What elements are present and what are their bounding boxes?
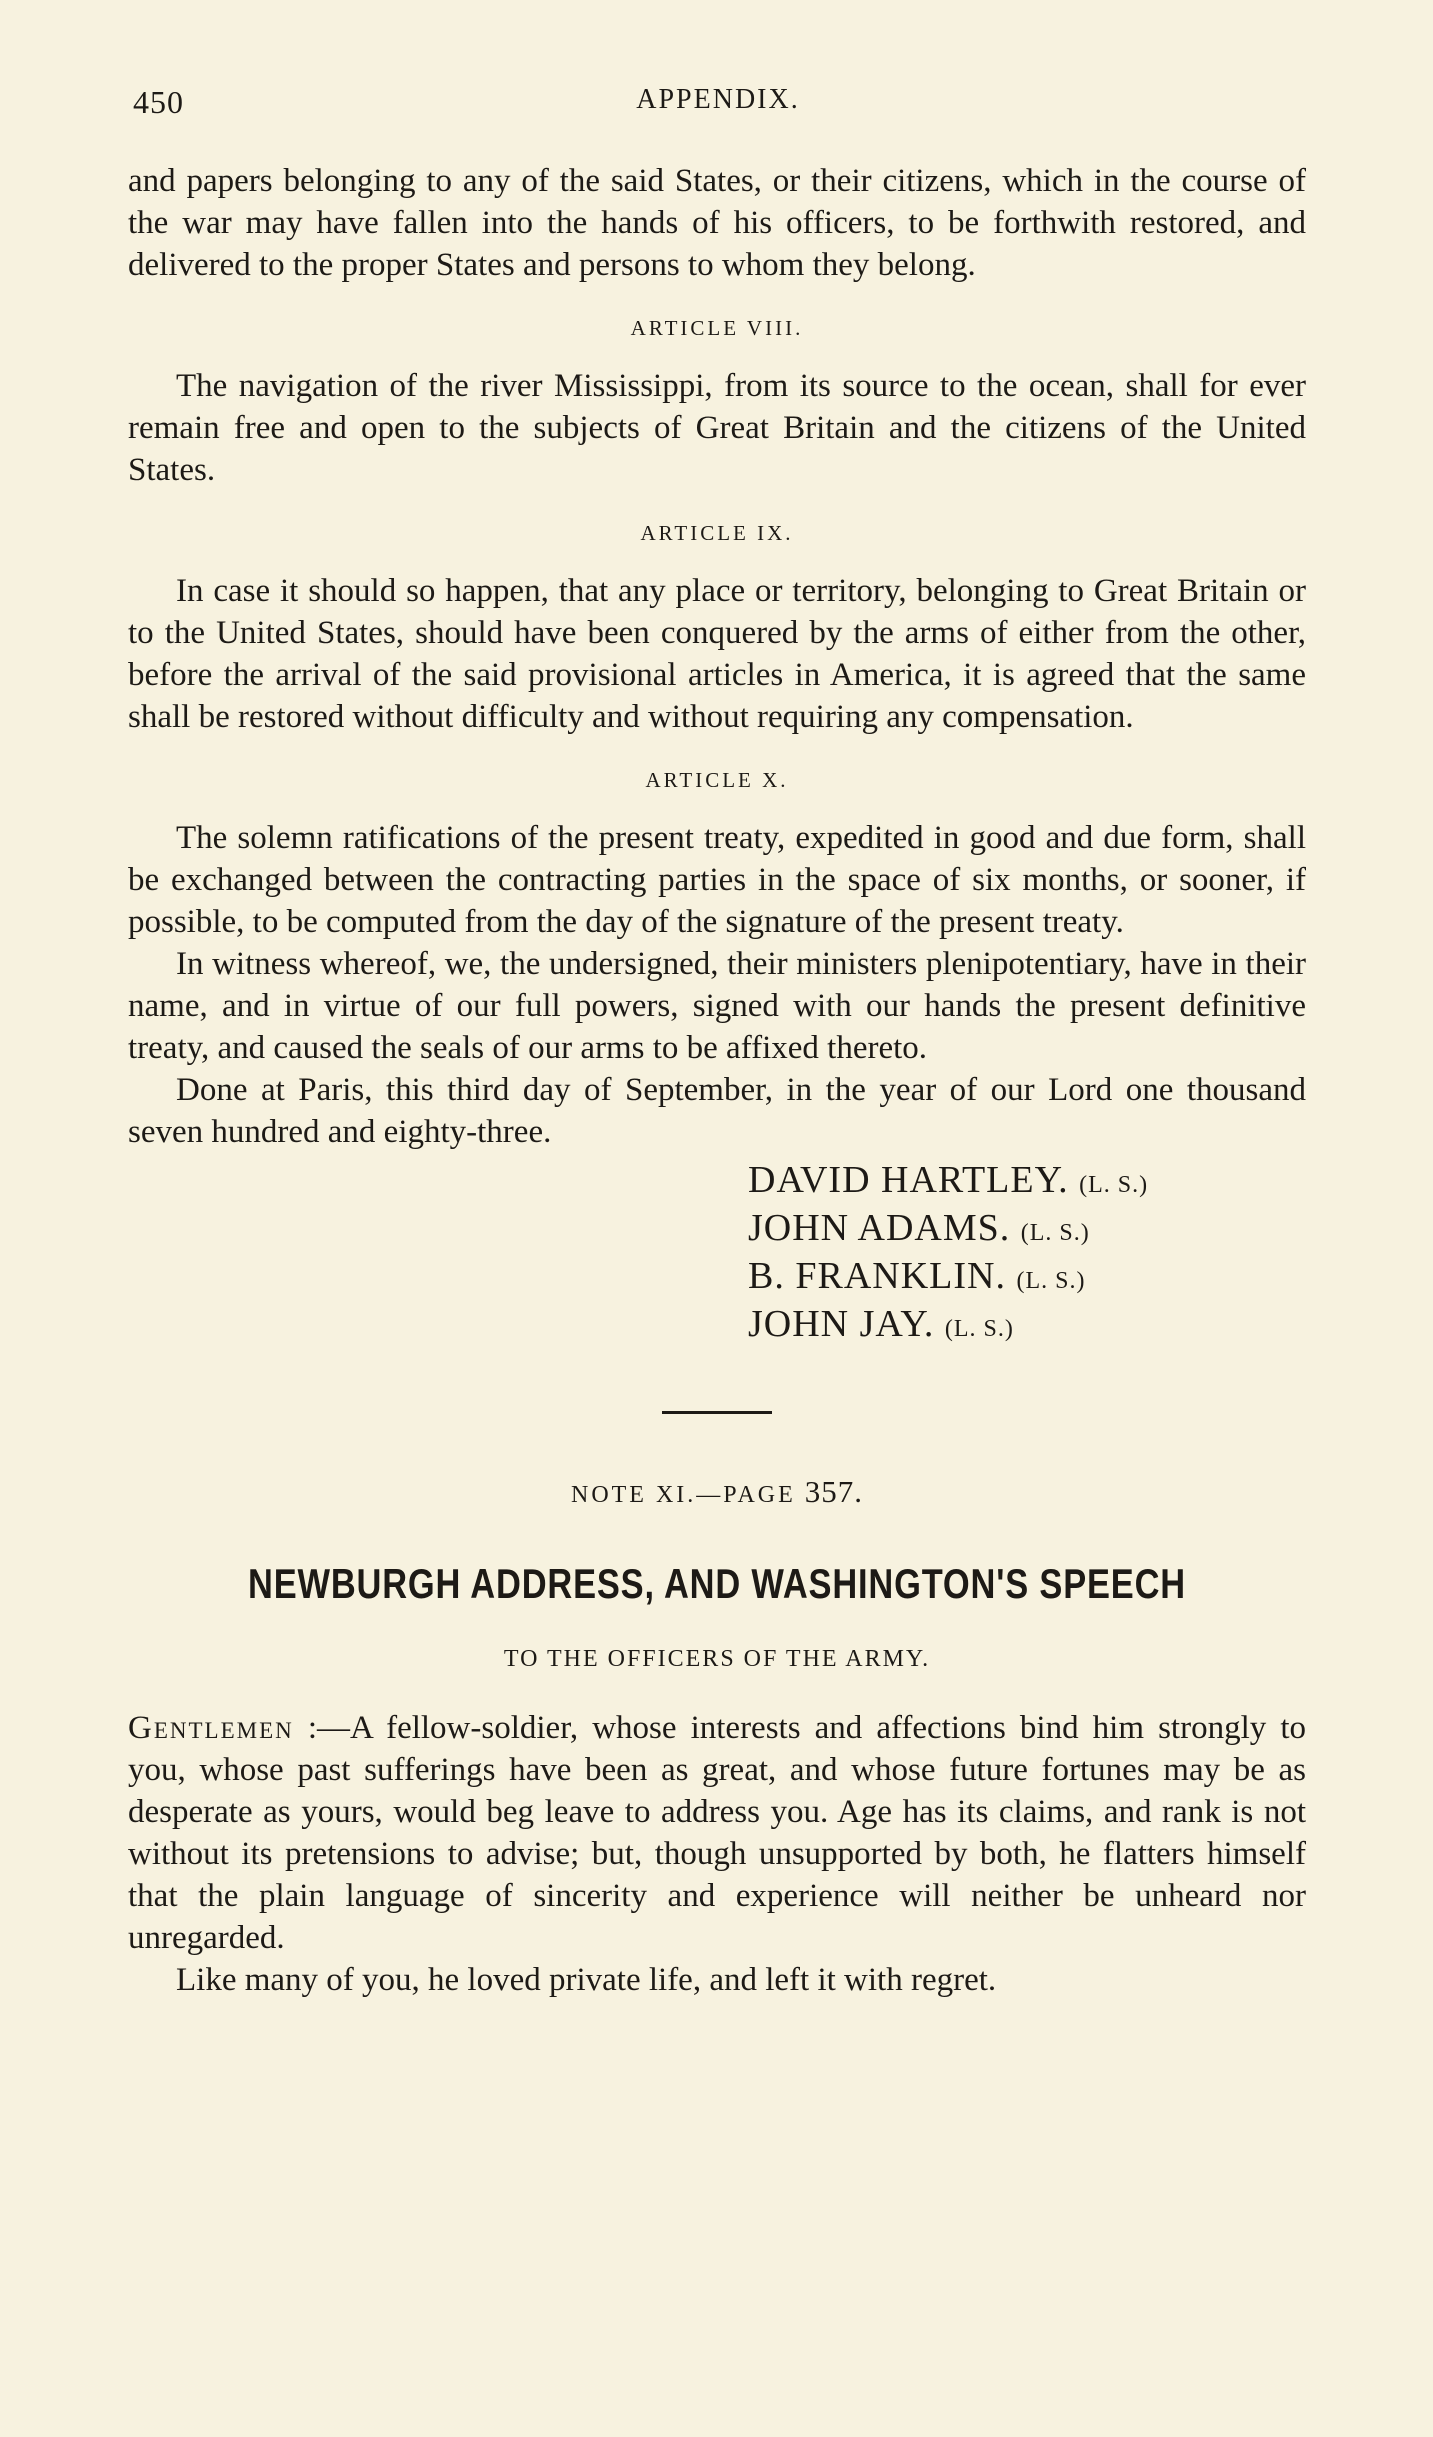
note-heading <box>128 1474 1306 1510</box>
continuation-paragraph: and papers belonging to any of the said States, or their citizens, which in the course of the war may have fallen into the hands of his officers, to be forthwith restored, and delivered to the proper States and persons to whom they belong. <box>128 163 1306 283</box>
section-divider <box>662 1411 772 1414</box>
signatory-name: B. FRANKLIN. <box>748 1255 1006 1297</box>
note-page-ref: 357. <box>804 1474 864 1509</box>
page-number: 450 <box>133 84 184 120</box>
signatory-name: DAVID HARTLEY. <box>748 1159 1069 1201</box>
section-title: NEWBURGH ADDRESS, AND WASHINGTON'S SPEECH <box>248 1560 1186 1607</box>
seal-mark: (L. S.) <box>1020 1220 1090 1246</box>
signatory-name: JOHN JAY. <box>748 1303 935 1345</box>
salutation: Gentlemen <box>128 1710 294 1746</box>
article-paragraph: Done at Paris, this third day of September, in the year of our Lord one thousand seven hundred and eighty-three. <box>128 1072 1306 1150</box>
article-heading: ARTICLE VIII. <box>630 316 804 340</box>
article-heading: ARTICLE IX. <box>640 521 794 545</box>
signature <box>748 1303 1306 1351</box>
signatory-name: JOHN ADAMS. <box>748 1207 1011 1249</box>
running-head <box>133 84 1303 132</box>
page-body <box>128 160 1306 2001</box>
address-text: :—A fellow-soldier, whose interests and affections bind him strongly to you, whose past sufferings have been as great, and whose future fortunes may be as desperate as yours, would beg leave to address you. Age has its claims, and rank is not without its pretensions to advise; but, though unsupported by both, he flatters himself that the plain language of sincerity and experience will neither be unheard nor unregarded. <box>128 1710 1306 1956</box>
seal-mark: (L. S.) <box>1079 1172 1149 1198</box>
running-title: APPENDIX. <box>636 84 800 115</box>
address-paragraph: Like many of you, he loved private life, and left it with regret. <box>176 1962 997 1998</box>
signature <box>748 1255 1306 1303</box>
address-paragraph <box>128 1707 1306 1959</box>
signature <box>748 1207 1306 1255</box>
seal-mark: (L. S.) <box>1016 1268 1086 1294</box>
signature <box>748 1159 1306 1207</box>
article-paragraph: The solemn ratifications of the present treaty, expedited in good and due form, shall be exchanged between the contracting parties in the space of six months, or sooner, if possible, to be computed from the day of the signature of the present treaty. <box>128 820 1306 940</box>
article-paragraph: In witness whereof, we, the undersigned, their ministers plenipotentiary, have in their name, and in virtue of our full powers, signed with our hands the present definitive treaty, and caused the seals of our arms to be affixed thereto. <box>128 946 1306 1066</box>
article-heading: ARTICLE X. <box>645 768 789 792</box>
note-label: NOTE XI.—PAGE <box>570 1482 796 1508</box>
article-paragraph: The navigation of the river Mississippi, from its source to the ocean, shall for ever remain free and open to the subjects of Great Britain and the citizens of the United States. <box>128 368 1306 488</box>
article-paragraph: In case it should so happen, that any place or territory, belonging to Great Britain or to the United States, should have been conquered by the arms of either from the other, before the arrival of the said provisional articles in America, it is agreed that the same shall be restored without difficulty and without requiring any compensation. <box>128 573 1306 735</box>
seal-mark: (L. S.) <box>944 1316 1014 1342</box>
section-subtitle: TO THE OFFICERS OF THE ARMY. <box>503 1646 931 1672</box>
signature-block <box>748 1159 1306 1351</box>
